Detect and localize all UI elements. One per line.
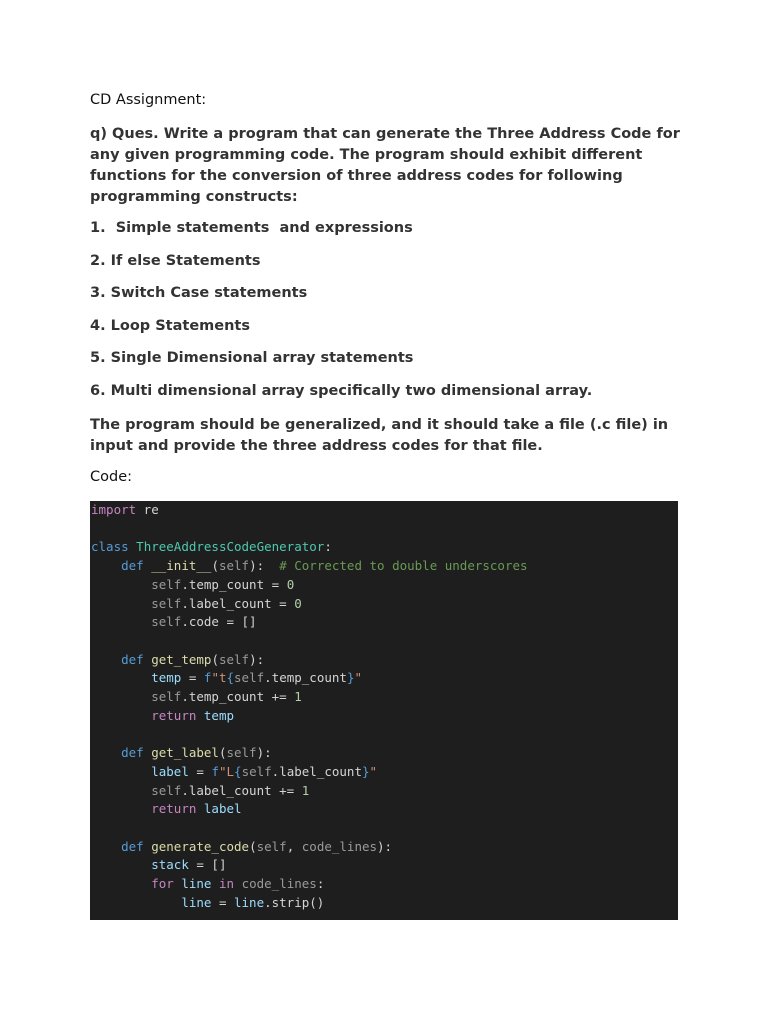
- assignment-heading: CD Assignment:: [90, 92, 207, 108]
- construct-item-1: 1. Simple statements and expressions: [90, 220, 413, 236]
- construct-item-4: 4. Loop Statements: [90, 318, 250, 334]
- code-label: Code:: [90, 469, 133, 485]
- construct-item-2: 2. If else Statements: [90, 253, 261, 269]
- construct-item-6: 6. Multi dimensional array specifically two dimensional array.: [90, 383, 593, 399]
- code-block: [90, 501, 678, 920]
- construct-item-3: 3. Switch Case statements: [90, 285, 308, 301]
- code-listing: import re class ThreeAddressCodeGenerator: def __init__(self): # Corrected to double underscores self.temp_count = 0 self.label_count = 0 self.code = [] def get_temp(self): temp = f"t{self.temp_count}" self.temp_count += 1 return temp def get_label(self): label = f"L{self.label_count}" self.label_count += 1 return label def generate_code(self, code_lines): stack = [] for line in code_lines: line = line.strip(): [91, 502, 528, 910]
- question-text: q) Ques. Write a program that can generate the Three Address Code for any given programming code. The program should exhibit different functions for the conversion of three address codes for following programming constructs:: [90, 126, 680, 205]
- requirements-paragraph: The program should be generalized, and it should take a file (.c file) in input and provide the three address codes for that file.: [90, 417, 669, 454]
- construct-item-5: 5. Single Dimensional array statements: [90, 350, 414, 366]
